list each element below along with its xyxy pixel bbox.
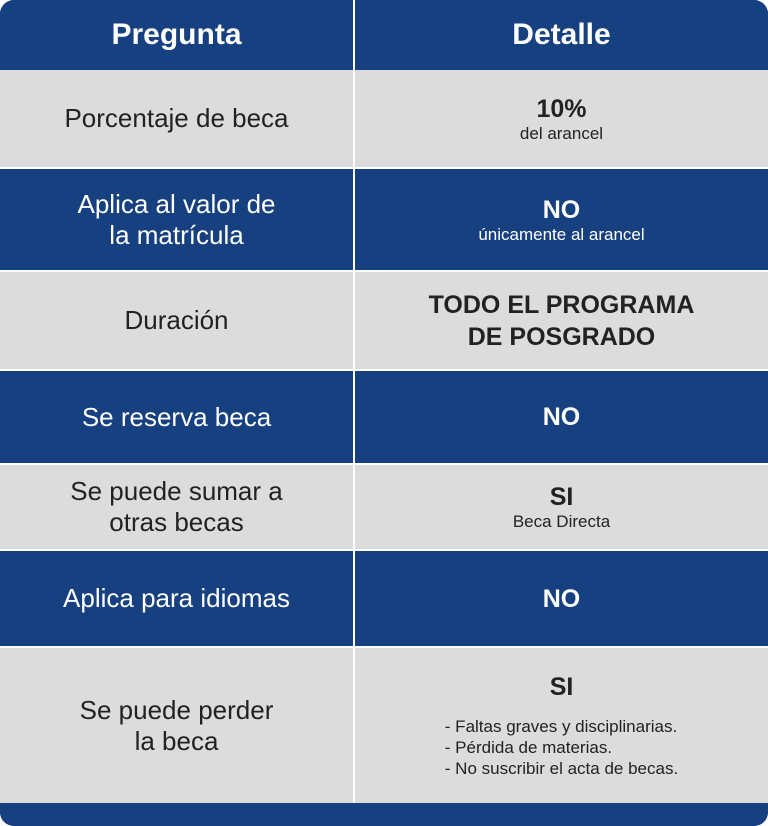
question-cell: Se reserva beca — [81, 401, 272, 432]
bullet-item: - Pérdida de materias. — [444, 738, 613, 757]
question-cell: Aplica para idiomas — [63, 583, 290, 613]
header-detalle: Detalle — [512, 18, 611, 51]
detail-sub: Beca Directa — [512, 512, 611, 531]
detail-sub: únicamente al arancel — [478, 224, 645, 244]
detail-main: TODO EL PROGRAMA DE POSGRADO — [428, 290, 695, 351]
table-row — [0, 465, 768, 549]
detail-cell — [355, 169, 768, 270]
question-cell: Aplica al valor de la matrícula — [77, 188, 276, 250]
table-footer — [0, 803, 768, 826]
detail-cell — [355, 648, 768, 803]
detail-cell — [355, 371, 768, 463]
question-cell: Duración — [124, 305, 229, 335]
table-row — [0, 70, 768, 167]
table-row — [0, 648, 768, 803]
table-header — [0, 0, 768, 70]
table-row — [0, 371, 768, 463]
detail-sub: del arancel — [519, 123, 604, 143]
bullet-item: - Faltas graves y disciplinarias. — [444, 717, 678, 736]
detail-cell — [355, 272, 768, 369]
question-cell: Porcentaje de beca — [64, 103, 289, 133]
bullet-item: - No suscribir el acta de becas. — [444, 759, 679, 778]
detail-cell — [355, 465, 768, 549]
detail-cell — [355, 70, 768, 167]
detail-main: NO — [542, 403, 581, 431]
table-row — [0, 169, 768, 270]
detail-main: NO — [542, 195, 581, 224]
header-pregunta: Pregunta — [111, 18, 242, 51]
question-cell: Se puede sumar a otras becas — [70, 476, 283, 537]
bullet-list — [445, 716, 678, 779]
detail-cell — [355, 551, 768, 646]
question-cell: Se puede perder la beca — [79, 694, 274, 756]
detail-main: SI — [549, 673, 574, 701]
detail-main: SI — [549, 483, 574, 511]
detail-main: 10% — [536, 94, 587, 123]
detail-main: NO — [542, 584, 581, 613]
table-row — [0, 272, 768, 369]
table-row — [0, 551, 768, 646]
